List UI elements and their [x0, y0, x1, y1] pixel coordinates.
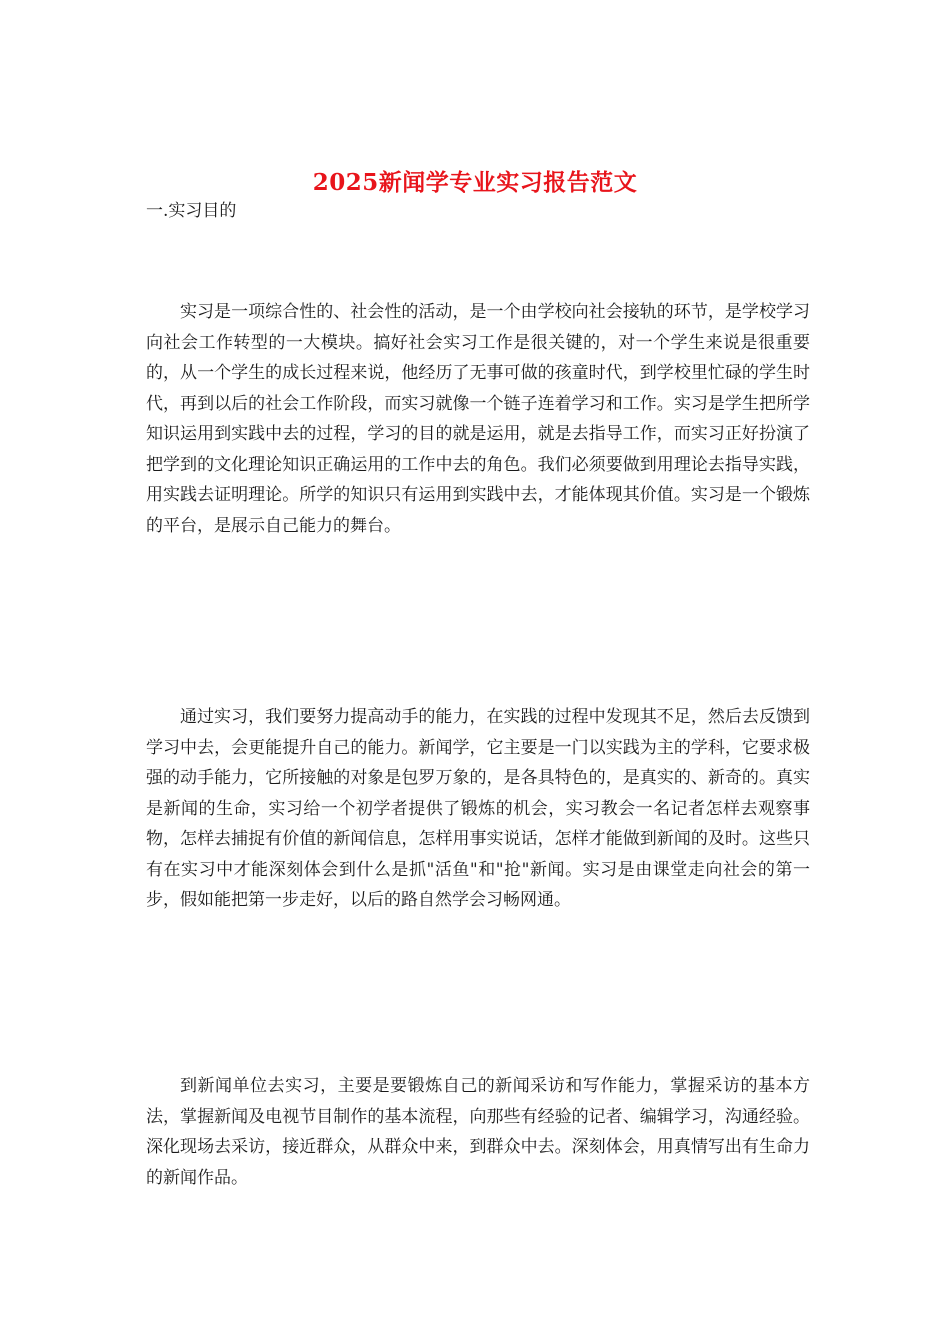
section-heading: 一.实习目的	[146, 201, 237, 221]
body-paragraph: 到新闻单位去实习，主要是要锻炼自己的新闻采访和写作能力，掌握采访的基本方法，掌握新闻及电视节目制作的基本流程，向那些有经验的记者、编辑学习，沟通经验。深化现场去采访，接近群众，从群众中来，到群众中去。深刻体会，用真情写出有生命力的新闻作品。	[146, 1076, 810, 1188]
body-paragraph: 通过实习，我们要努力提高动手的能力，在实践的过程中发现其不足，然后去反馈到学习中去，会更能提升自己的能力。新闻学，它主要是一门以实践为主的学科，它要求极强的动手能力，它所接触的对象是包罗万象的，是各具特色的，是真实的、新奇的。真实是新闻的生命，实习给一个初学者提供了锻炼的机会，实习教会一名记者怎样去观察事物，怎样去捕捉有价值的新闻信息，怎样用事实说话，怎样才能做到新闻的及时。这些只有在实习中才能深刻体会到什么是抓"活鱼"和"抢"新闻。实习是由课堂走向社会的第一步，假如能把第一步走好，以后的路自然学会习畅网通。	[146, 707, 810, 910]
document-title: 2025新闻学专业实习报告范文	[312, 169, 638, 197]
body-paragraph: 实习是一项综合性的、社会性的活动，是一个由学校向社会接轨的环节，是学校学习向社会工作转型的一大模块。搞好社会实习工作是很关键的，对一个学生来说是很重要的，从一个学生的成长过程来说，他经历了无事可做的孩童时代，到学校里忙碌的学生时代，再到以后的社会工作阶段，而实习就像一个链子连着学习和工作。实习是学生把所学知识运用到实践中去的过程，学习的目的就是运用，就是去指导工作，而实习正好扮演了把学到的文化理论知识正确运用的工作中去的角色。我们必须要做到用理论去指导实践，用实践去证明理论。所学的知识只有运用到实践中去，才能体现其价值。实习是一个锻炼的平台，是展示自己能力的舞台。	[146, 302, 810, 536]
